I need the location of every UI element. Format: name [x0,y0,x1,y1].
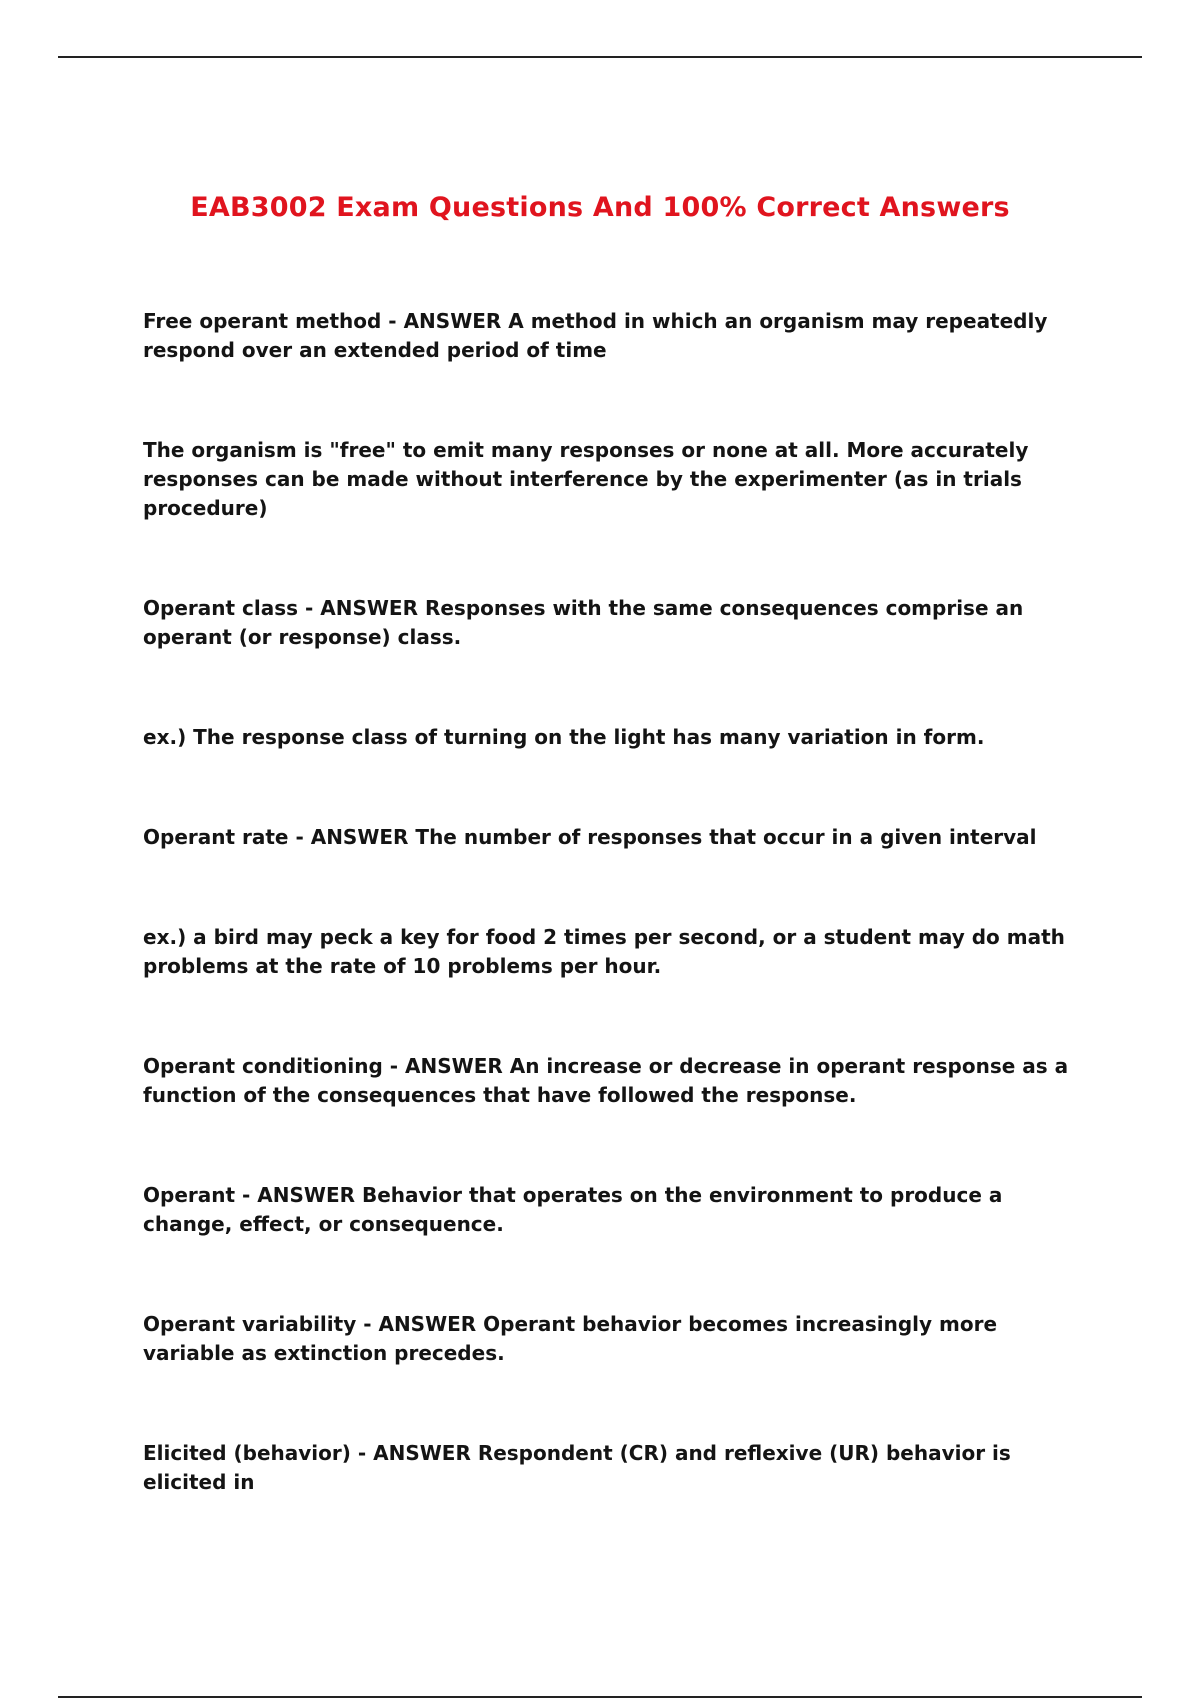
paragraph-operant-class: Operant class - ANSWER Responses with the same consequences comprise an operant (or response) class. [143,596,1024,649]
paragraph-operant-rate-example: ex.) a bird may peck a key for food 2 times per second, or a student may do math problems at the rate of 10 problems per hour. [143,925,1065,978]
paragraph-elicited-behavior: Elicited (behavior) - ANSWER Respondent (CR) and reflexive (UR) behavior is elicited in [143,1441,1011,1494]
paragraph-free-operant-explanation: The organism is "free" to emit many responses or none at all. More accurately responses can be made without interference by the experimenter (as in trials procedure) [143,438,1029,520]
paragraph-operant-variability: Operant variability - ANSWER Operant behavior becomes increasingly more variable as extinction precedes. [143,1312,998,1365]
paragraph-free-operant-method: Free operant method - ANSWER A method in which an organism may repeatedly respond over an extended period of time [143,309,1048,362]
footer-rule [58,1696,1142,1698]
paragraph-operant-conditioning: Operant conditioning - ANSWER An increase or decrease in operant response as a function of the consequences that have followed the response. [143,1054,1069,1107]
header-rule [58,56,1142,58]
paragraph-operant-class-example: ex.) The response class of turning on the light has many variation in form. [143,725,985,749]
document-title: EAB3002 Exam Questions And 100% Correct Answers [190,192,1010,223]
paragraph-operant-rate: Operant rate - ANSWER The number of responses that occur in a given interval [143,825,1037,849]
document-body [143,307,1093,1497]
paragraph-operant: Operant - ANSWER Behavior that operates on the environment to produce a change, effect, or consequence. [143,1183,1003,1236]
